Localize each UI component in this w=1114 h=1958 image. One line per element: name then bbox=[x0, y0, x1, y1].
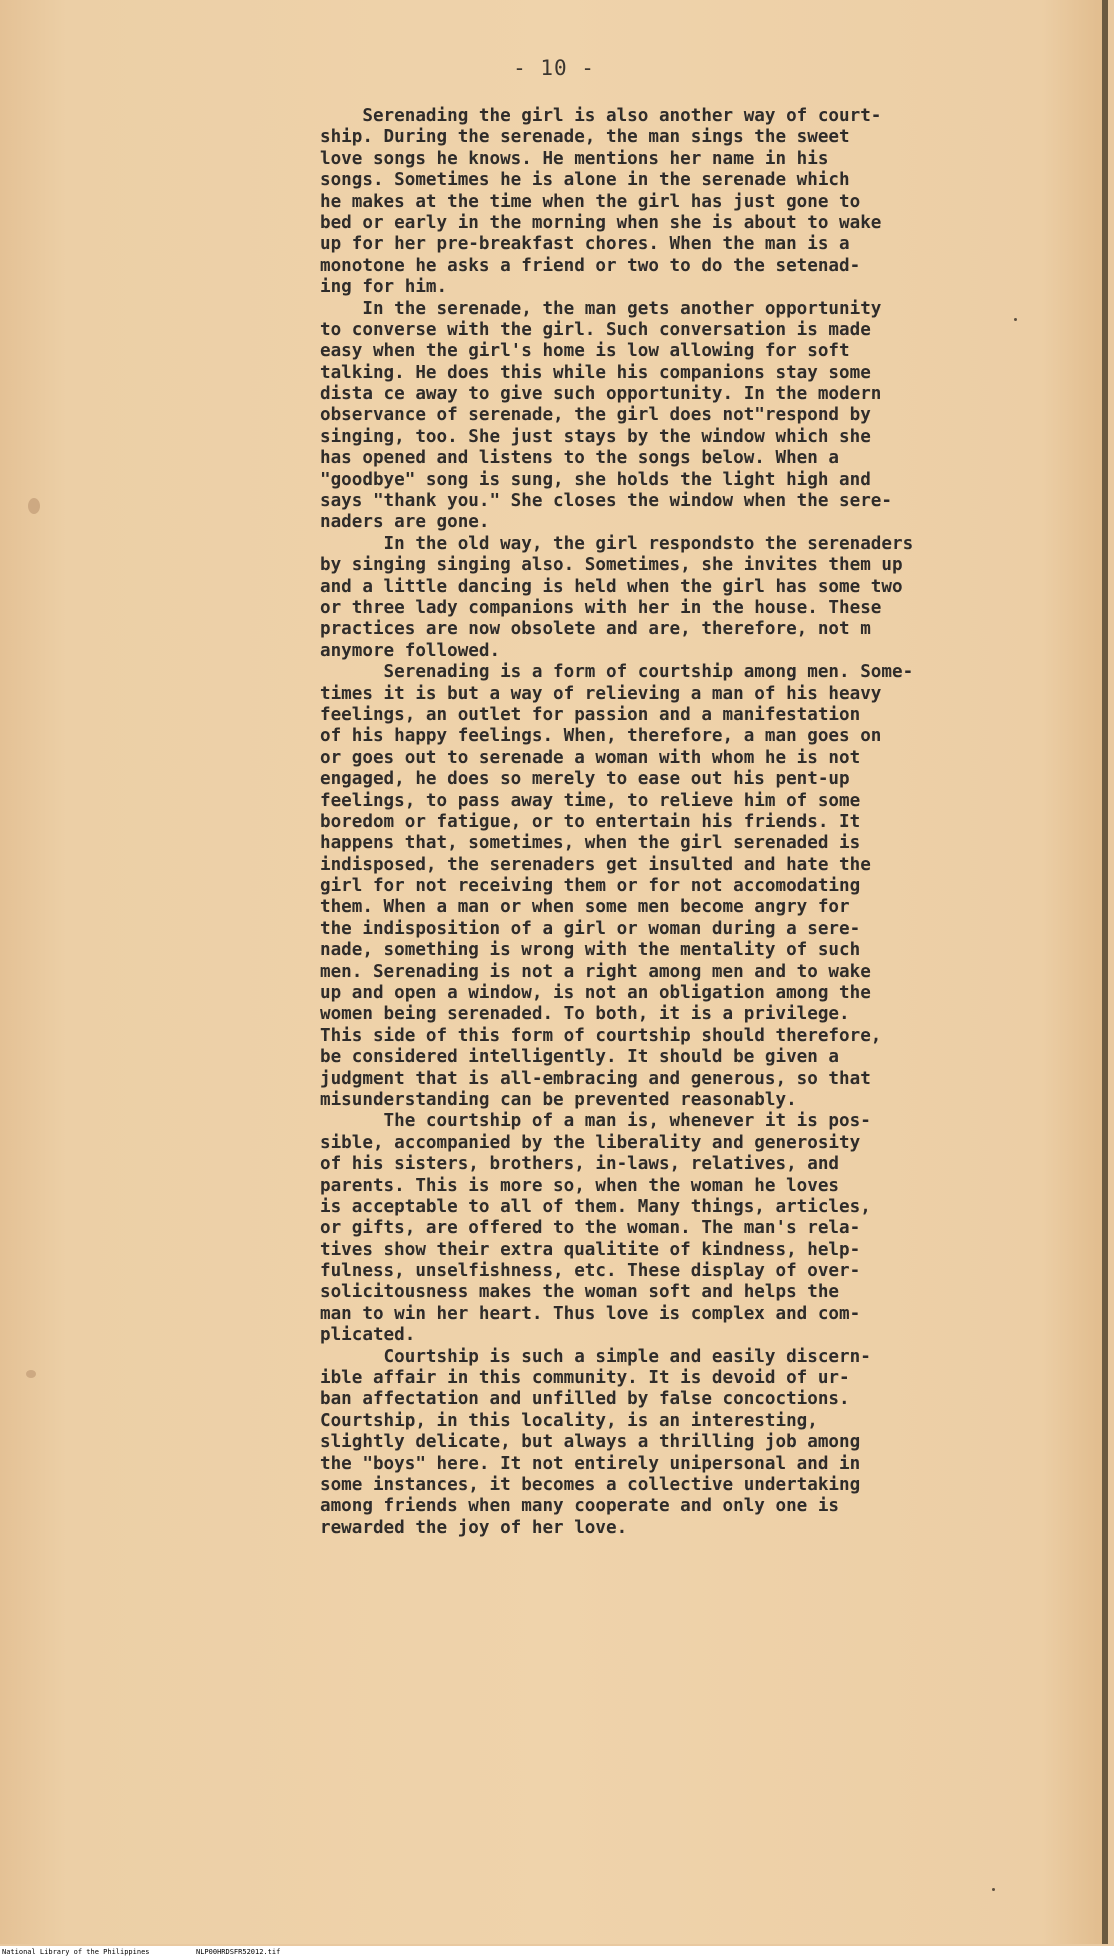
body-text bbox=[320, 106, 1060, 1539]
text-line: dista ce away to give such opportunity. In the modern bbox=[320, 384, 882, 405]
text-line: up for her pre-breakfast chores. When the man is a bbox=[320, 234, 850, 255]
paper-speck bbox=[28, 498, 40, 514]
text-line: plicated. bbox=[320, 1325, 416, 1346]
text-line: The courtship of a man is, whenever it is pos- bbox=[320, 1111, 871, 1132]
scan-footer bbox=[0, 1946, 1114, 1958]
text-line: Serenading is a form of courtship among men. Some- bbox=[320, 662, 914, 683]
text-line: parents. This is more so, when the woman he loves bbox=[320, 1175, 840, 1196]
text-line: says "thank you." She closes the window when the sere- bbox=[320, 491, 892, 512]
text-line: love songs he knows. He mentions her name in his bbox=[320, 148, 829, 169]
text-line: be considered intelligently. It should be given a bbox=[320, 1047, 840, 1068]
text-line: feelings, an outlet for passion and a manifestation bbox=[320, 704, 861, 725]
text-line: women being serenaded. To both, it is a privilege. bbox=[320, 1004, 850, 1025]
text-line: boredom or fatigue, or to entertain his friends. It bbox=[320, 811, 861, 832]
text-line: feelings, to pass away time, to relieve him of some bbox=[320, 790, 861, 811]
text-line: to converse with the girl. Such conversation is made bbox=[320, 319, 871, 340]
text-line: "goodbye" song is sung, she holds the light high and bbox=[320, 469, 871, 490]
text-line: among friends when many cooperate and only one is bbox=[320, 1496, 840, 1517]
text-line: Courtship, in this locality, is an interesting, bbox=[320, 1410, 818, 1431]
text-line: In the serenade, the man gets another opportunity bbox=[320, 298, 882, 319]
text-line: rewarded the joy of her love. bbox=[320, 1517, 628, 1538]
text-line: or three lady companions with her in the house. These bbox=[320, 597, 882, 618]
text-line: and a little dancing is held when the girl has some two bbox=[320, 576, 903, 597]
text-line: girl for not receiving them or for not accomodating bbox=[320, 876, 861, 897]
text-line: This side of this form of courtship should therefore, bbox=[320, 1025, 882, 1046]
text-line: times it is but a way of relieving a man of his heavy bbox=[320, 683, 882, 704]
text-line: he makes at the time when the girl has just gone to bbox=[320, 191, 861, 212]
text-line: ible affair in this community. It is devoid of ur- bbox=[320, 1368, 850, 1389]
text-line: judgment that is all-embracing and generous, so that bbox=[320, 1068, 871, 1089]
footer-file-id: NLP00HRDSFR52012.tif bbox=[196, 1948, 281, 1956]
text-line: solicitousness makes the woman soft and helps the bbox=[320, 1282, 840, 1303]
text-line: observance of serenade, the girl does not"respond by bbox=[320, 405, 871, 426]
text-line: anymore followed. bbox=[320, 640, 501, 661]
text-line: sible, accompanied by the liberality and generosity bbox=[320, 1132, 861, 1153]
text-line: bed or early in the morning when she is about to wake bbox=[320, 212, 882, 233]
text-line: engaged, he does so merely to ease out his pent-up bbox=[320, 769, 850, 790]
paper-speck bbox=[26, 1370, 36, 1378]
text-line: singing, too. She just stays by the window which she bbox=[320, 426, 871, 447]
text-line: happens that, sometimes, when the girl serenaded is bbox=[320, 833, 861, 854]
text-line: naders are gone. bbox=[320, 512, 490, 533]
text-line: ing for him. bbox=[320, 277, 448, 298]
paper-speck bbox=[992, 1888, 995, 1891]
text-line: has opened and listens to the songs below. When a bbox=[320, 448, 840, 469]
text-line: misunderstanding can be prevented reasonably. bbox=[320, 1089, 797, 1110]
text-line: the indisposition of a girl or woman during a sere- bbox=[320, 918, 861, 939]
text-line: up and open a window, is not an obligation among the bbox=[320, 983, 871, 1004]
text-line: men. Serenading is not a right among men and to wake bbox=[320, 961, 871, 982]
text-line: talking. He does this while his companions stay some bbox=[320, 362, 871, 383]
text-line: them. When a man or when some men become angry for bbox=[320, 897, 850, 918]
text-line: monotone he asks a friend or two to do the setenad- bbox=[320, 255, 861, 276]
text-line: is acceptable to all of them. Many things, articles, bbox=[320, 1196, 871, 1217]
scan-edge bbox=[1102, 0, 1108, 1944]
text-line: some instances, it becomes a collective undertaking bbox=[320, 1475, 861, 1495]
text-line: practices are now obsolete and are, therefore, not m bbox=[320, 619, 871, 640]
text-line: ban affectation and unfilled by false concoctions. bbox=[320, 1389, 850, 1410]
paper-speck bbox=[1014, 318, 1017, 321]
text-line: Serenading the girl is also another way of court- bbox=[320, 106, 882, 126]
text-line: songs. Sometimes he is alone in the serenade which bbox=[320, 170, 850, 191]
text-line: Courtship is such a simple and easily discern- bbox=[320, 1346, 871, 1367]
text-line: by singing singing also. Sometimes, she invites them up bbox=[320, 555, 903, 576]
text-line: fulness, unselfishness, etc. These display of over- bbox=[320, 1261, 861, 1282]
text-line: of his sisters, brothers, in-laws, relatives, and bbox=[320, 1154, 840, 1175]
text-line: or goes out to serenade a woman with whom he is not bbox=[320, 747, 861, 768]
text-line: of his happy feelings. When, therefore, a man goes on bbox=[320, 726, 882, 747]
text-line: easy when the girl's home is low allowing for soft bbox=[320, 341, 850, 362]
text-line: indisposed, the serenaders get insulted and hate the bbox=[320, 854, 871, 875]
text-line: nade, something is wrong with the mentality of such bbox=[320, 940, 861, 961]
page-number: - 10 - bbox=[513, 56, 595, 80]
text-line: In the old way, the girl respondsto the serenaders bbox=[320, 533, 914, 554]
text-line: or gifts, are offered to the woman. The man's rela- bbox=[320, 1218, 861, 1239]
text-line: slightly delicate, but always a thrilling job among bbox=[320, 1432, 861, 1453]
text-line: man to win her heart. Thus love is complex and com- bbox=[320, 1303, 861, 1324]
text-line: tives show their extra qualitite of kindness, help- bbox=[320, 1239, 861, 1260]
text-line: ship. During the serenade, the man sings the sweet bbox=[320, 127, 850, 148]
text-line: the "boys" here. It not entirely unipersonal and in bbox=[320, 1453, 861, 1474]
footer-institution: National Library of the Philippines bbox=[2, 1948, 150, 1956]
